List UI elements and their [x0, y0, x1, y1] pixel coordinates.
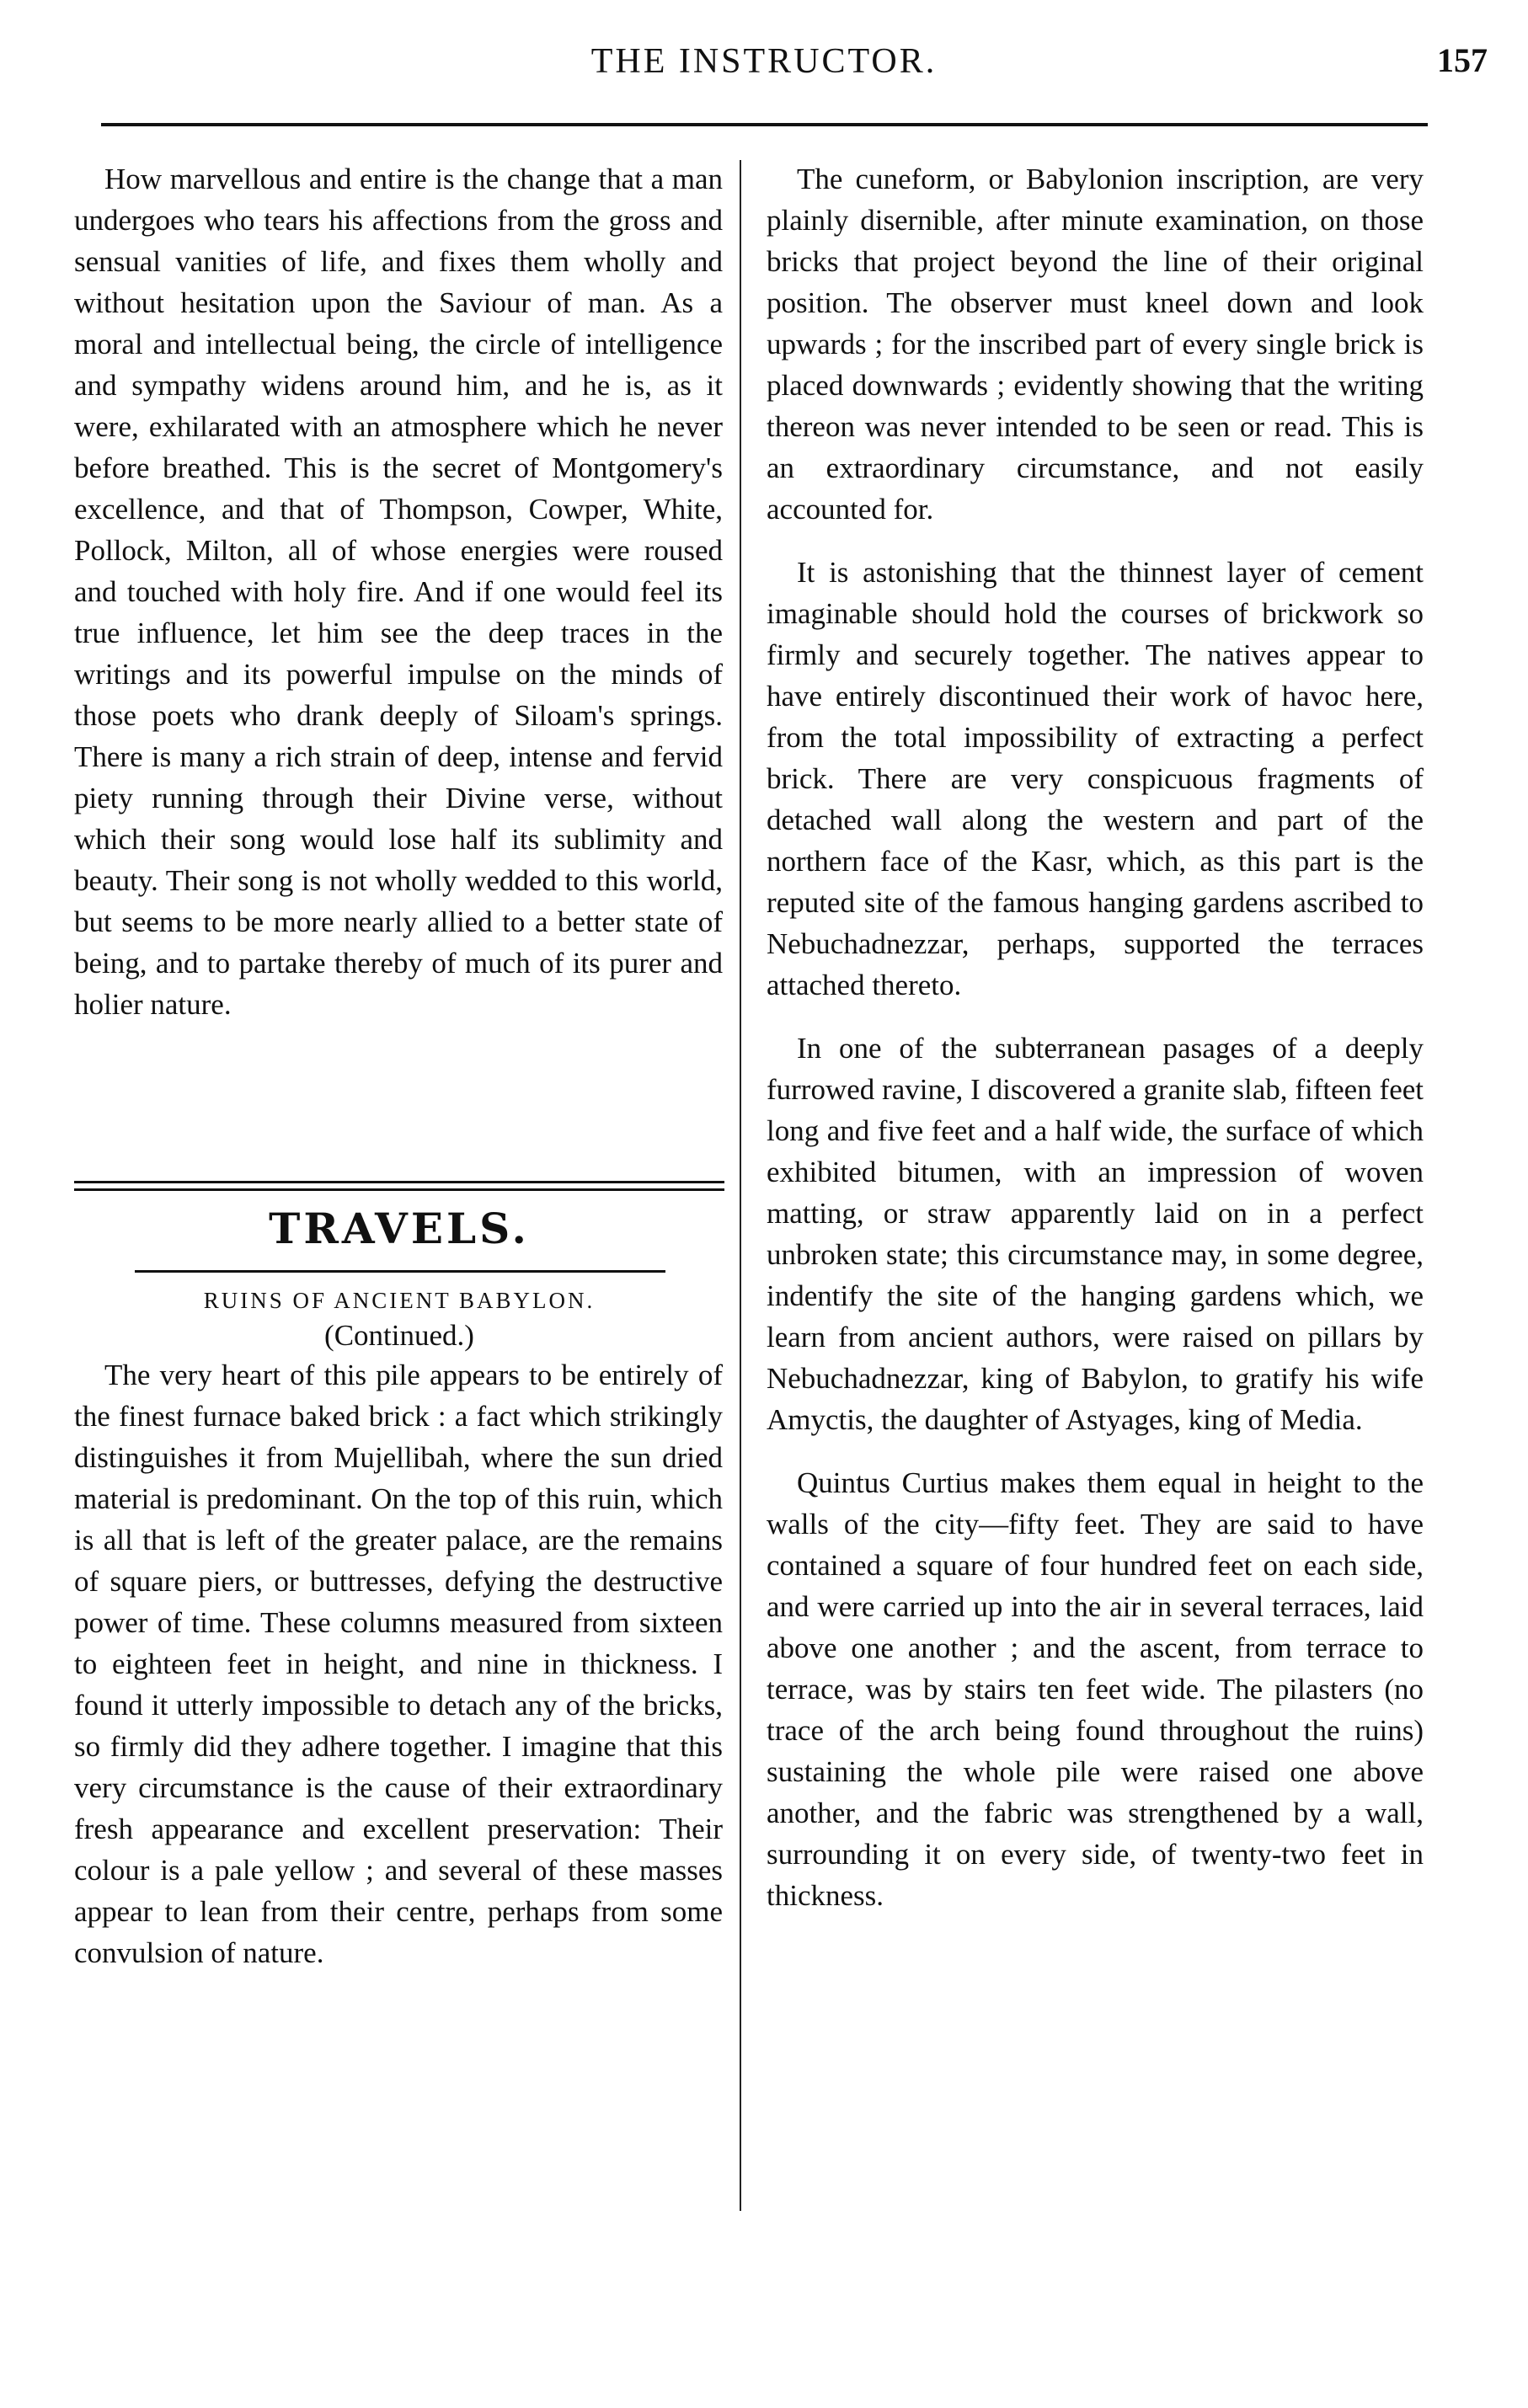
paragraph: The cuneform, or Babylonion inscription, are very plainly disernible, after minute examination, on those bricks that project beyond the line of their original position. The observer must kneel down and look upwards ; for the inscribed part of every single brick is placed downwards ; evidently showing that the writing thereon was never intended to be seen or read. This is an extraordinary circumstance, and not easily accounted for. — [767, 163, 1424, 526]
article-subtitle: (Continued.) — [324, 1319, 474, 1352]
header-rule — [101, 123, 1428, 126]
running-header-title: THE INSTRUCTOR. — [590, 42, 938, 81]
left-column-article — [74, 1354, 723, 1973]
paragraph: In one of the subterranean pasages of a deeply furrowed ravine, I discovered a granite slab, fifteen feet long and five feet and a half wide, the surface of which exhibited bitumen, with an impression of woven matting, or straw apparently laid on in a perfect unbroken state; this circumstance may, in some degree, indentify the site of the hanging gardens which, we learn from ancient authors, were raised on pillars by Nebuchadnezzar, king of Babylon, to gratify his wife Amyctis, the daughter of Astyages, king of Media. — [767, 1032, 1424, 1436]
left-column-essay — [74, 158, 723, 1025]
paragraph: It is astonishing that the thinnest layer of cement imaginable should hold the courses of brickwork so firmly and securely together. The natives appear to have entirely discontinued their work of havoc here, from the total impossibility of extracting a perfect brick. There are very conspicuous fragments of detached wall along the western and part of the northern face of the Kasr, which, as this part is the reputed site of the famous hanging gardens ascribed to Nebuchadnezzar, perhaps, supported the terraces attached thereto. — [767, 556, 1424, 1001]
paragraph: Quintus Curtius makes them equal in height to the walls of the city—fifty feet. They are said to have contained a square of four hundred feet on each side, and were carried up into the air in several terraces, laid above one another ; and the ascent, from terrace to terrace, was by stairs ten feet wide. The pilasters (no trace of the arch being found throughout the ruins) sustaining the whole pile were raised one above another, and the fabric was strengthened by a wall, surrounding it on every side, of twenty-two feet in thickness. — [767, 1466, 1424, 1912]
article-title: RUINS OF ANCIENT BABYLON. — [203, 1288, 596, 1313]
section-heading: TRAVELS. — [269, 1204, 530, 1253]
section-rule — [135, 1270, 665, 1273]
right-column-article — [767, 158, 1424, 1916]
paragraph: The very heart of this pile appears to be entirely of the finest furnace baked brick : a fact which strikingly distinguishes it from Mujellibah, where the sun dried material is predominant. On the top of this ruin, which is all that is left of the greater palace, are the remains of square piers, or buttresses, defying the destructive power of time. These columns measured from sixteen to eighteen feet in height, and nine in thickness. I found it utterly impossible to detach any of the bricks, so firmly did they adhere together. I imagine that this very circumstance is the cause of their extraordinary fresh appearance and excellent preservation: Their colour is a pale yellow ; and several of these masses appear to lean from their centre, perhaps from some convulsion of nature. — [74, 1359, 723, 1969]
column-divider — [740, 160, 741, 2211]
paragraph: How marvellous and entire is the change that a man undergoes who tears his affections from the gross and sensual vanities of life, and fixes them wholly and without hesitation upon the Saviour of man. As a moral and intellectual being, the circle of intelligence and sympathy widens around him, and he is, as it were, exhilarated with an atmosphere which he never before breathed. This is the secret of Montgomery's excellence, and that of Thompson, Cowper, White, Pollock, Milton, all of whose energies were roused and touched with holy fire. And if one would feel its true influence, let him see the deep traces in the writings and its powerful impulse on the minds of those poets who drank deeply of Siloam's springs. There is many a rich strain of deep, intense and fervid piety running through their Divine verse, without which their song would lose half its sublimity and beauty. Their song is not wholly wedded to this world, but seems to be more nearly allied to a better state of being, and to partake thereby of much of its purer and holier nature. — [74, 163, 723, 1021]
page-number: 157 — [1437, 41, 1488, 79]
section-double-rule — [74, 1181, 724, 1191]
